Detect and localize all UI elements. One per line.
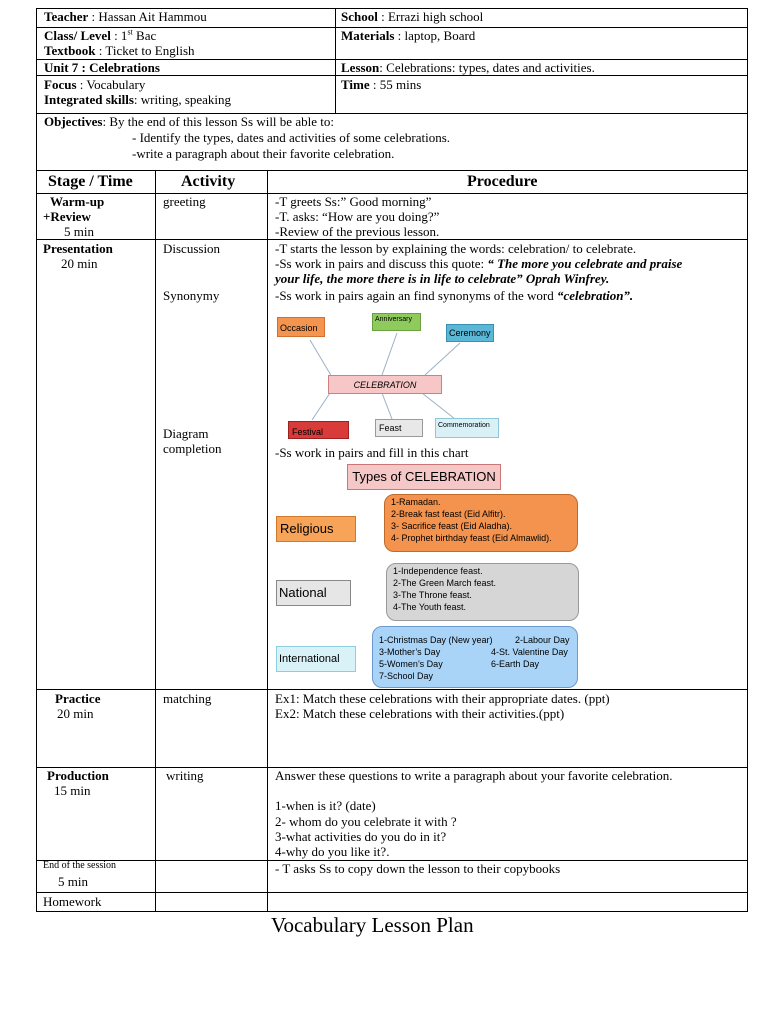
teacher-field: Teacher : Hassan Ait Hammou <box>44 9 207 24</box>
row-line <box>36 689 748 690</box>
textbook-field: Textbook : Ticket to English <box>44 43 195 58</box>
national-item: 3-The Throne feast. <box>393 590 472 600</box>
activity-discussion: Discussion <box>163 241 221 256</box>
religious-list <box>384 494 578 552</box>
materials-field: Materials : laptop, Board <box>341 28 476 43</box>
procedure-line: -Review of the previous lesson. <box>275 224 440 239</box>
row-line <box>36 892 748 893</box>
stage-end-of-session: End of the session <box>43 860 117 871</box>
international-item: 3-Mother’s Day <box>379 647 441 657</box>
national-list <box>386 563 579 621</box>
header-activity: Activity <box>181 173 236 190</box>
col-divider <box>267 170 268 912</box>
class-level-field: Class/ Level : 1st Bac <box>44 27 157 43</box>
activity-greeting: greeting <box>163 194 206 209</box>
objective-item: - Identify the types, dates and activities of some celebrations. <box>132 130 451 145</box>
national-item: 2-The Green March feast. <box>393 578 497 588</box>
religious-item: 4- Prophet birthday feast (Eid Almawlid). <box>391 533 552 543</box>
school-field: School : Errazi high school <box>341 9 484 24</box>
national-item: 4-The Youth feast. <box>393 602 467 612</box>
question-item: 3-what activities do you do in it? <box>275 829 447 844</box>
col-divider <box>155 170 156 912</box>
international-item: 6-Earth Day <box>491 659 540 669</box>
activity-writing: writing <box>166 768 204 783</box>
international-item: 7-School Day <box>379 671 434 681</box>
synonym-anniversary: Anniversary <box>372 313 421 331</box>
header-divider <box>335 8 336 114</box>
stage-review: +Review <box>43 209 91 224</box>
international-item: 4-St. Valentine Day <box>491 647 568 657</box>
procedure-line: -Ss work in pairs again an find synonyms of the word “celebration”. <box>275 288 634 303</box>
page-title: Vocabulary Lesson Plan <box>271 913 474 937</box>
international-item: 1-Christmas Day (New year) <box>379 635 493 645</box>
national-item: 1-Independence feast. <box>393 566 483 576</box>
header-stage-time: Stage / Time <box>48 173 133 190</box>
focus-field: Focus : Vocabulary <box>44 77 146 92</box>
stage-presentation: Presentation <box>43 241 113 256</box>
synonym-center-celebration: CELEBRATION <box>328 375 442 394</box>
objectives-intro: Objectives: By the end of this lesson Ss will be able to: <box>44 114 334 129</box>
row-line <box>36 239 748 240</box>
header-row-line <box>36 75 748 76</box>
procedure-line: - T asks Ss to copy down the lesson to their copybooks <box>275 861 561 876</box>
stage-production: Production <box>47 768 109 783</box>
activity-diagram: Diagram <box>163 426 209 441</box>
synonym-occasion: Occasion <box>277 317 325 337</box>
international-item: 2-Labour Day <box>515 635 570 645</box>
procedure-quote-line: your life, the more there is in life to celebrate” Oprah Winfrey. <box>275 271 610 286</box>
skills-field: Integrated skills: writing, speaking <box>44 92 232 107</box>
stage-homework: Homework <box>43 894 102 909</box>
question-item: 2- whom do you celebrate it with ? <box>275 814 457 829</box>
international-list <box>372 626 578 688</box>
types-chart-title: Types of CELEBRATION <box>347 464 501 490</box>
procedure-line: Ex1: Match these celebrations with their appropriate dates. (ppt) <box>275 691 610 706</box>
procedure-line: -T starts the lesson by explaining the words: celebration/ to celebrate. <box>275 241 637 256</box>
procedure-line: Answer these questions to write a paragraph about your favorite celebration. <box>275 768 673 783</box>
lesson-field: Lesson: Celebrations: types, dates and activities. <box>341 60 595 75</box>
international-label: International <box>276 646 356 672</box>
stage-time: 5 min <box>58 874 88 889</box>
header-procedure: Procedure <box>467 173 538 190</box>
procedure-line: -T greets Ss:” Good morning” <box>275 194 432 209</box>
activity-matching: matching <box>163 691 212 706</box>
objective-item: -write a paragraph about their favorite celebration. <box>132 146 395 161</box>
synonym-festival: Festival <box>288 421 349 439</box>
stage-time: 20 min <box>61 256 98 271</box>
synonym-feast: Feast <box>375 419 423 437</box>
international-item: 5-Women’s Day <box>379 659 443 669</box>
national-label: National <box>276 580 351 606</box>
stage-practice: Practice <box>55 691 101 706</box>
activity-completion: completion <box>163 441 222 456</box>
stage-time: 20 min <box>57 706 94 721</box>
stage-time: 5 min <box>64 224 94 239</box>
religious-item: 2-Break fast feast (Eid Alfitr). <box>391 509 506 519</box>
activity-synonymy: Synonymy <box>163 288 220 303</box>
question-item: 4-why do you like it?. <box>275 844 390 859</box>
synonym-ceremony: Ceremony <box>446 324 494 342</box>
procedure-line: -T. asks: “How are you doing?” <box>275 209 440 224</box>
religious-label: Religious <box>276 516 356 542</box>
synonym-commemoration: Commemoration <box>435 418 499 438</box>
unit-field: Unit 7 : Celebrations <box>44 60 160 75</box>
procedure-line: -Ss work in pairs and fill in this chart <box>275 445 469 460</box>
stage-time: 15 min <box>54 783 91 798</box>
question-item: 1-when is it? (date) <box>275 798 376 813</box>
procedure-line: Ex2: Match these celebrations with their activities.(ppt) <box>275 706 565 721</box>
stage-warmup: Warm-up <box>50 194 105 209</box>
time-field: Time : 55 mins <box>341 77 422 92</box>
religious-item: 1-Ramadan. <box>391 497 441 507</box>
procedure-quote-line: -Ss work in pairs and discuss this quote: “ The more you celebrate and praise <box>275 256 683 271</box>
religious-item: 3- Sacrifice feast (Eid Aladha). <box>391 521 513 531</box>
